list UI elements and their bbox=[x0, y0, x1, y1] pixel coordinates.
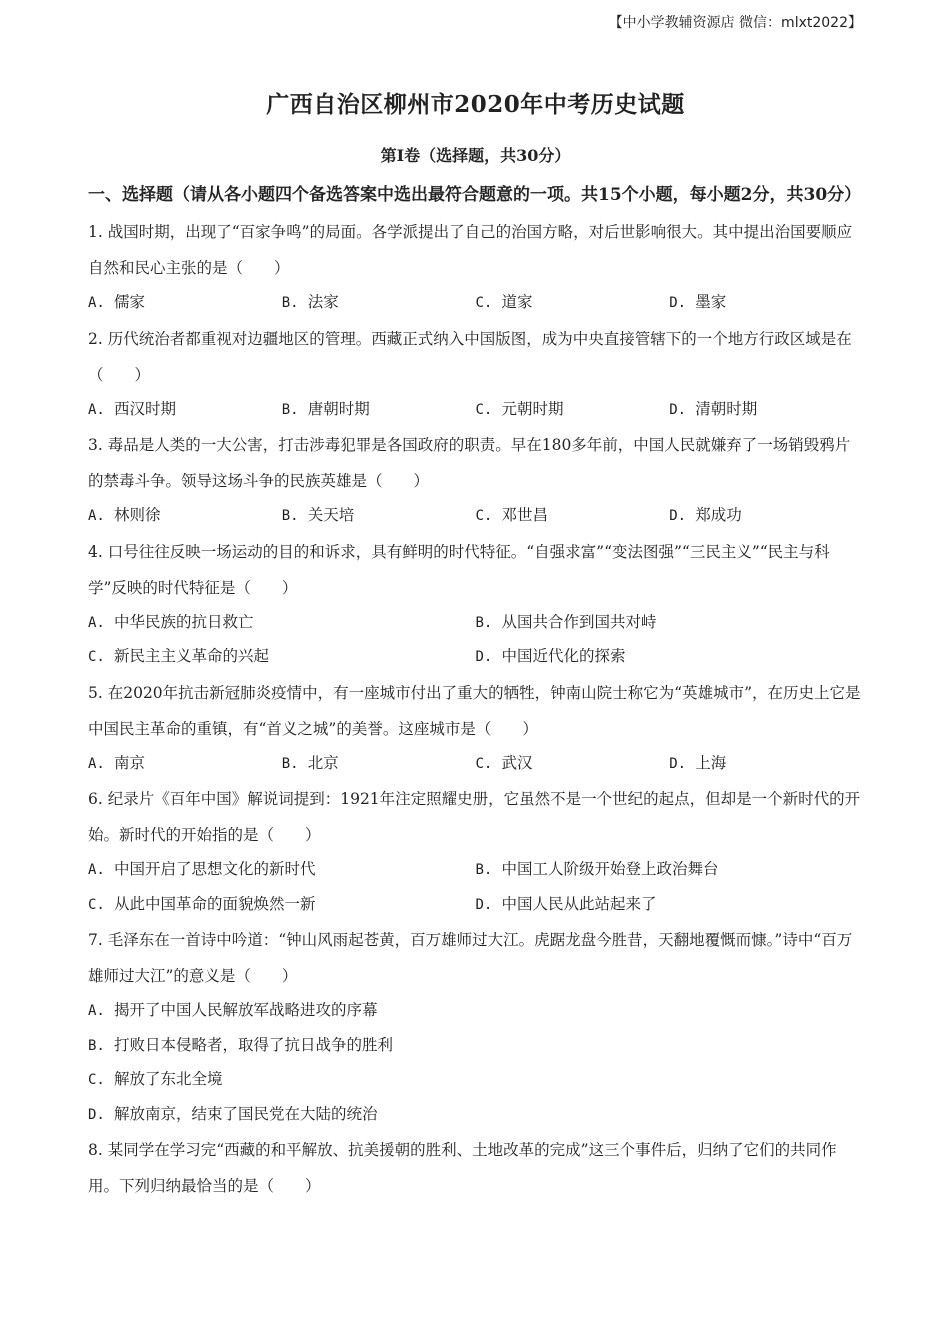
option-d[interactable]: D. 解放南京，结束了国民党在大陆的统治 bbox=[88, 1104, 378, 1123]
option-b[interactable]: B. 中国工人阶级开始登上政治舞台 bbox=[475, 860, 719, 878]
option-list bbox=[88, 747, 863, 782]
option-c[interactable]: C. 元朝时期 bbox=[475, 399, 564, 418]
option-d[interactable]: D. 上海 bbox=[669, 753, 727, 772]
question-6 bbox=[88, 781, 863, 922]
option-d[interactable]: D. 墨家 bbox=[669, 293, 727, 311]
question-stem: 8. 某同学在学习完“西藏的和平解放、抗美援朝的胜利、土地改革的完成”这三个事件后，归纳了它们的共同作用。下列归纳最恰当的是（ ） bbox=[88, 1141, 837, 1195]
option-c[interactable]: C. 邓世昌 bbox=[475, 506, 549, 524]
question-7 bbox=[88, 922, 863, 1132]
option-c[interactable]: C. 解放了东北全境 bbox=[88, 1070, 223, 1088]
option-b[interactable]: B. 北京 bbox=[281, 753, 339, 772]
option-a[interactable]: A. 林则徐 bbox=[88, 506, 161, 524]
watermark-text: 【中小学教辅资源店 微信：mlxt2022】 bbox=[608, 15, 862, 31]
option-a[interactable]: A. 儒家 bbox=[88, 293, 146, 311]
option-d[interactable]: D. 中国近代化的探索 bbox=[475, 647, 626, 665]
option-list bbox=[88, 499, 863, 534]
option-a[interactable]: A. 南京 bbox=[88, 753, 146, 772]
option-b[interactable]: B. 唐朝时期 bbox=[281, 399, 370, 418]
option-list bbox=[88, 994, 863, 1132]
question-stem: 5. 在2020年抗击新冠肺炎疫情中，有一座城市付出了重大的牺牲，钟南山院士称它为“英雄城市”，在历史上它是中国民主革命的重镇，有“首义之城”的美誉。这座城市是（ ） bbox=[88, 683, 861, 738]
option-list bbox=[88, 853, 863, 922]
question-5 bbox=[88, 675, 863, 782]
question-1 bbox=[88, 214, 863, 321]
paper-subtitle: 第Ⅰ卷（选择题，共30分） bbox=[380, 146, 571, 165]
question-4 bbox=[88, 534, 863, 675]
question-stem: 7. 毛泽东在一首诗中吟道：“钟山风雨起苍黄，百万雄师过大江。虎踞龙盘今胜昔，天翻地覆慨而慷。”诗中“百万雄师过大江”的意义是（ ） bbox=[88, 931, 853, 985]
question-stem: 2. 历代统治者都重视对边疆地区的管理。西藏正式纳入中国版图，成为中央直接管辖下的一个地方行政区域是在（ ） bbox=[88, 329, 852, 384]
option-d[interactable]: D. 中国人民从此站起来了 bbox=[475, 894, 657, 913]
option-d[interactable]: D. 郑成功 bbox=[669, 506, 742, 524]
option-a[interactable]: A. 中华民族的抗日救亡 bbox=[88, 612, 254, 631]
option-a[interactable]: A. 中国开启了思想文化的新时代 bbox=[88, 860, 316, 878]
question-stem: 3. 毒品是人类的一大公害，打击涉毒犯罪是各国政府的职责。早在180多年前，中国人民就嫌弃了一场销毁鸦片的禁毒斗争。领导这场斗争的民族英雄是（ ） bbox=[88, 436, 851, 490]
option-b[interactable]: B. 从国共合作到国共对峙 bbox=[475, 612, 657, 631]
question-stem: 4. 口号往往反映一场运动的目的和诉求，具有鲜明的时代特征。“自强求富”“变法图强”“三民主义”“民主与科学”反映的时代特征是（ ） bbox=[88, 542, 830, 597]
question-3 bbox=[88, 427, 863, 534]
option-a[interactable]: A. 揭开了中国人民解放军战略进攻的序幕 bbox=[88, 1001, 378, 1019]
question-stem: 1. 战国时期，出现了“百家争鸣”的局面。各学派提出了自己的治国方略，对后世影响很大。其中提出治国要顺应自然和民心主张的是（ ） bbox=[88, 223, 853, 277]
question-stem: 6. 纪录片《百年中国》解说词提到：1921年注定照耀史册，它虽然不是一个世纪的起点，但却是一个新时代的开始。新时代的开始指的是（ ） bbox=[88, 790, 861, 844]
question-2 bbox=[88, 321, 863, 428]
section-heading: 一、选择题（请从各小题四个备选答案中选出最符合题意的一项。共15个小题，每小题2分，共30分） bbox=[88, 185, 862, 205]
option-list bbox=[88, 606, 863, 675]
option-b[interactable]: B. 打败日本侵略者，取得了抗日战争的胜利 bbox=[88, 1035, 394, 1054]
exam-page bbox=[88, 86, 863, 1204]
option-d[interactable]: D. 清朝时期 bbox=[669, 399, 758, 418]
exam-title: 广西自治区柳州市2020年中考历史试题 bbox=[266, 91, 685, 118]
option-c[interactable]: C. 武汉 bbox=[475, 753, 533, 772]
option-b[interactable]: B. 法家 bbox=[281, 293, 339, 311]
option-list bbox=[88, 393, 863, 428]
option-a[interactable]: A. 西汉时期 bbox=[88, 399, 177, 418]
option-list bbox=[88, 286, 863, 321]
option-c[interactable]: C. 道家 bbox=[475, 293, 533, 311]
question-8 bbox=[88, 1132, 863, 1204]
option-b[interactable]: B. 关天培 bbox=[281, 506, 355, 524]
option-c[interactable]: C. 从此中国革命的面貌焕然一新 bbox=[88, 894, 316, 913]
option-c[interactable]: C. 新民主主义革命的兴起 bbox=[88, 647, 270, 665]
